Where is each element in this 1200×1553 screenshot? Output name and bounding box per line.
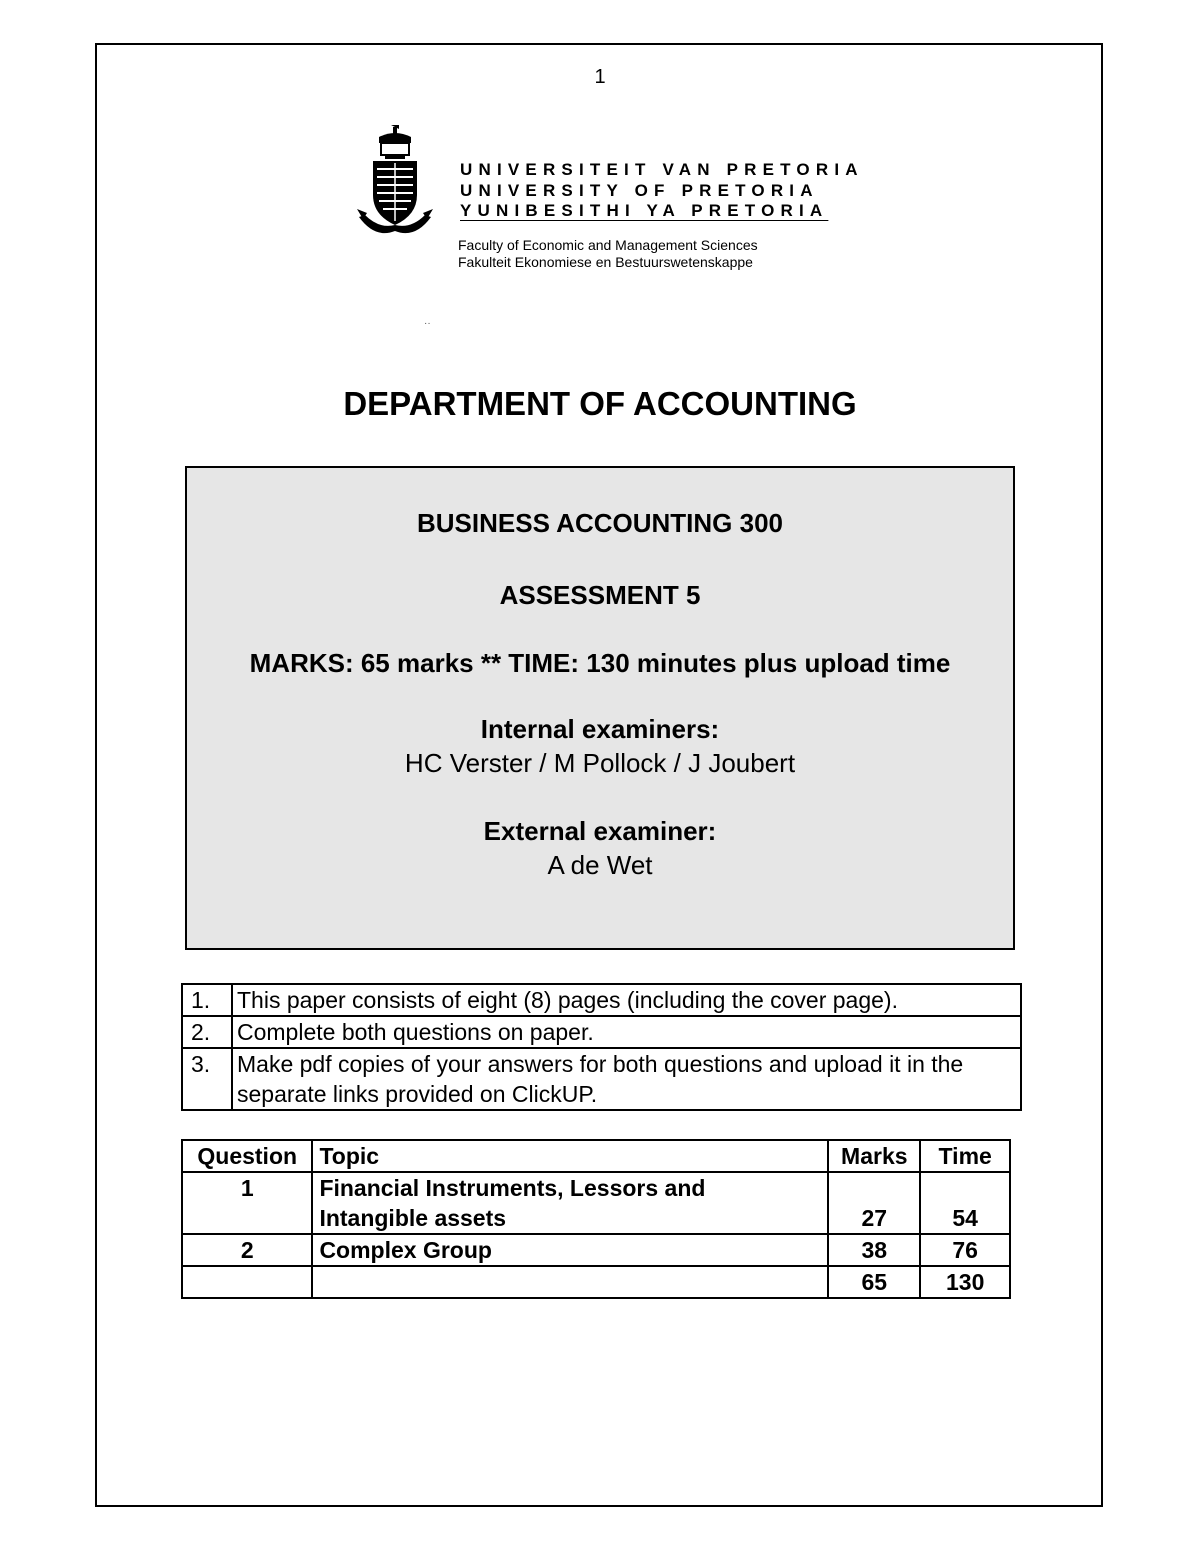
question-marks: 27	[828, 1172, 920, 1234]
assessment-info-box	[185, 466, 1015, 950]
internal-examiners-label: Internal examiners:	[480, 714, 720, 744]
question-topic: Complex Group	[312, 1234, 828, 1266]
question-marks: 38	[828, 1234, 920, 1266]
question-time: 76	[920, 1234, 1010, 1266]
university-name-sepedi: YUNIBESITHI YA PRETORIA	[460, 201, 829, 220]
university-names	[460, 160, 864, 222]
table-row	[182, 1234, 1010, 1266]
stray-mark: ··	[424, 318, 431, 329]
header-marks: Marks	[828, 1140, 920, 1172]
instruction-number: 3.	[182, 1048, 232, 1110]
question-number: 2	[182, 1234, 312, 1266]
marks-table	[181, 1139, 1011, 1299]
marks-time-line: MARKS: 65 marks ** TIME: 130 minutes plus upload time	[249, 648, 951, 678]
instruction-text: This paper consists of eight (8) pages (including the cover page).	[232, 984, 1021, 1016]
external-examiner-label: External examiner:	[483, 816, 717, 846]
university-name-afrikaans: UNIVERSITEIT VAN PRETORIA	[460, 160, 864, 179]
instruction-text: Complete both questions on paper.	[232, 1016, 1021, 1048]
department-title: DEPARTMENT OF ACCOUNTING	[343, 385, 857, 422]
question-time: 54	[920, 1172, 1010, 1234]
course-title: BUSINESS ACCOUNTING 300	[417, 508, 783, 538]
question-number: 1	[182, 1172, 312, 1234]
internal-examiners-names: HC Verster / M Pollock / J Joubert	[404, 748, 796, 778]
faculty-name-english: Faculty of Economic and Management Sciences	[458, 237, 758, 253]
total-time: 130	[920, 1266, 1010, 1298]
instructions-table	[181, 983, 1022, 1111]
instruction-row	[182, 984, 1021, 1016]
total-question	[182, 1266, 312, 1298]
question-topic: Financial Instruments, Lessors and Intangible assets	[312, 1172, 828, 1234]
instruction-text: Make pdf copies of your answers for both questions and upload it in the separate links provided on ClickUP.	[232, 1048, 1021, 1110]
total-topic	[312, 1266, 828, 1298]
university-crest-icon	[355, 121, 435, 241]
instruction-row	[182, 1016, 1021, 1048]
faculty-names	[458, 237, 758, 271]
totals-row	[182, 1266, 1010, 1298]
instruction-number: 2.	[182, 1016, 232, 1048]
header-topic: Topic	[312, 1140, 828, 1172]
assessment-title: ASSESSMENT 5	[499, 580, 701, 610]
marks-table-header	[182, 1140, 1010, 1172]
total-marks: 65	[828, 1266, 920, 1298]
header-time: Time	[920, 1140, 1010, 1172]
header-question: Question	[182, 1140, 312, 1172]
instruction-number: 1.	[182, 984, 232, 1016]
external-examiner-name: A de Wet	[547, 850, 653, 880]
instruction-row	[182, 1048, 1021, 1110]
page-number: 1	[594, 66, 606, 88]
university-name-english: UNIVERSITY OF PRETORIA	[460, 180, 819, 200]
table-row	[182, 1172, 1010, 1234]
faculty-name-afrikaans: Fakulteit Ekonomiese en Bestuurswetenskappe	[458, 254, 753, 270]
